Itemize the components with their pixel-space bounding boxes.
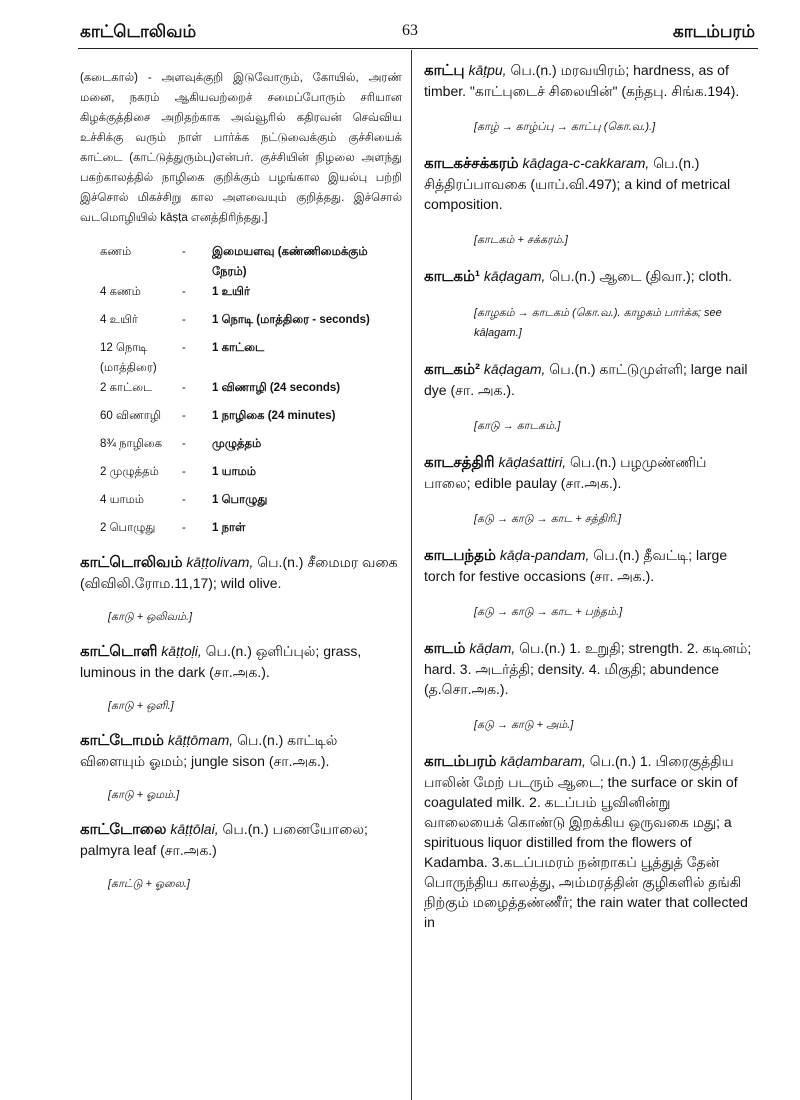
headword: காட்டோமம் [80,732,164,749]
entry-kadagam-2 [424,359,754,436]
etymology: [காட்டு + ஓலை.] [108,878,190,890]
page-header [0,22,800,48]
headword: காடகச்சக்கரம் [424,155,519,172]
headword: காடகம்¹ [424,268,481,285]
entry-kadam [424,638,754,735]
header-right-guideword: காடம்பரம் [672,22,755,41]
unit-dash: - [182,466,186,478]
entry-kattomam [80,730,402,805]
time-unit-row [100,282,402,310]
page-number: 63 [402,22,418,39]
transliteration: kāṭpu, [468,62,507,78]
unit-dash: - [182,494,186,506]
left-column [80,60,402,908]
etymology: [காடு + ஓமம்.] [108,789,180,801]
headword: காட்டொளி [80,643,158,660]
definition: பெ.(n.) 1. உறுதி; strength. 2. கடினம்; hard. 3. அடர்த்தி; density. 4. மிகுதி; abundence (த.சொ.அக.). [424,640,752,697]
entry-kattolai [80,819,402,894]
time-unit-row [100,518,402,546]
headword: காட்டோலை [80,821,167,838]
etymology: [காடகம் + சக்கரம்.] [474,234,568,246]
unit-dash: - [182,438,186,450]
intro-paragraph: (கடைகால்) - அளவுக்குறி இடுவோரும், கோயில், அரண் மனை, நகரம் ஆகியவற்றைச் சமைப்போரும் சரியான கிழக்குத்திசை அறிதற்காக அவ்வூரில் கதிரவன் செவ்விய உச்சிக்கு வரும் நாள் பார்க்க நட்டுவைக்கும் குச்சியைக் காட்டை (காட்டுத்துரும்பு)என்பர். குச்சியின் நிழலை அளந்து பகற்காலத்தில் நாழிகை குறிக்கும் பழங்கால இயல்பு பற்றி இச்சொல் மிகச்சிறு கால அளவையும் குறித்தது. இச்சொல் வடமொழியில் kāṣṭa எனத்திரிந்தது.] [80,72,402,224]
transliteration: kāṭṭoḷi, [161,643,202,659]
definition: பெ.(n.) ஆடை (திவா.); cloth. [549,268,733,284]
entry-kadasattiri [424,452,754,529]
time-unit-row [100,462,402,490]
time-unit-row [100,378,402,406]
transliteration: kāḍam, [469,640,516,656]
entry-katpu [424,60,754,137]
unit-quantity: 8¾ நாழிகை [100,438,163,450]
unit-equivalent: 1 உயிர் [212,286,250,298]
etymology: [கடு → காடு → காட + பந்தம்.] [474,606,623,618]
unit-equivalent: 1 காட்டை [212,342,265,354]
entry-kadambaram [424,751,754,932]
unit-equivalent: 1 யாமம் [212,466,256,478]
headword: காடசத்திரி [424,454,495,471]
etymology: [கடு → காடு → காட + சத்திரி.] [474,513,622,525]
unit-dash: - [182,410,186,422]
unit-equivalent: 1 பொழுது [212,494,268,506]
unit-quantity: 12 நொடி (மாத்திரை) [100,342,157,374]
column-divider [411,50,412,1100]
header-rule [78,48,758,49]
transliteration: kāḍaga-c-cakkaram, [522,155,650,171]
right-column [424,60,754,942]
time-unit-row [100,242,402,282]
definition: பெ.(n.) காட்டில் விளையும் ஓமம்; jungle sison (சா.அக.). [80,732,338,769]
unit-dash: - [182,314,186,326]
transliteration: kāṭṭolivam, [186,554,254,570]
transliteration: kāṭṭōlai, [170,821,219,837]
unit-equivalent: 1 விணாழி (24 seconds) [212,382,341,394]
definition: பெ.(n.) தீவட்டி; large torch for festive occasions (சா. அக.). [424,547,728,584]
header-left-guideword: காட்டொலிவம் [80,22,197,41]
unit-equivalent: 1 நாள் [212,522,246,534]
entry-kattoli [80,641,402,716]
unit-quantity: 2 காட்டை [100,382,153,394]
transliteration: kāḍaśattiri, [498,454,567,470]
definition: பெ.(n.) சித்திரப்பாவகை (யாப்.வி.497); a kind of metrical composition. [424,155,731,212]
time-units-table [100,242,402,546]
unit-dash: - [182,342,186,354]
headword: காடகம்² [424,361,481,378]
headword: காட்டொலிவம் [80,554,183,571]
unit-dash: - [182,246,186,258]
definition: பெ.(n.) பழமுண்ணிப் பாலை; edible paulay (சா.அக.). [424,454,707,491]
definition: பெ.(n.) பனையோலை; palmyra leaf (சா.அக.) [80,821,368,858]
etymology: [காடு → காடகம்.] [474,420,561,432]
unit-dash: - [182,286,186,298]
unit-dash: - [182,522,186,534]
etymology: [காழகம் → காடகம் (கொ.வ.). காழகம் பார்க்க; see kāḷagam.] [474,307,722,339]
entry-kadagam-1 [424,266,754,343]
transliteration: kāḍambaram, [500,753,586,769]
headword: காட்பு [424,62,465,79]
unit-quantity: 4 யாமம் [100,494,144,506]
entry-kattolivam [80,552,402,627]
unit-quantity: கணம் [100,246,132,258]
transliteration: kāḍa-pandam, [499,547,590,563]
unit-quantity: 2 பொழுது [100,522,156,534]
unit-quantity: 2 முழுத்தம் [100,466,159,478]
unit-quantity: 4 கணம் [100,286,141,298]
definition: பெ.(n.) காட்டுமுள்ளி; large nail dye (சா. அக.). [424,361,748,398]
unit-quantity: 4 உயிர் [100,314,138,326]
definition: பெ.(n.) மரவயிரம்; hardness, as of timber. "காட்புடைச் சிலையின்" (கந்தபு. சிங்க.194). [424,62,740,99]
unit-equivalent: இமையளவு (கண்ணிமைக்கும் நேரம்) [212,246,368,278]
unit-equivalent: முழுத்தம் [212,438,262,450]
etymology: [காடு + ஒலிவம்.] [108,611,193,623]
definition: பெ.(n.) 1. பிரைகுத்திய பாலின் மேற் படரும் ஆடை; the surface or skin of coagulated milk. 2. கடப்பம் பூவினின்று வாலையைக் கொண்டு இறக்கிய ஒருவகை மது; a spirituous liquor distilled from the flowers of Kadamba. 3.கடப்பமரம் நன்றாகப் பூத்துத் தேன் பொருந்திய காலத்து, அம்மரத்தின் குழிகளில் தங்கி நிற்கும் மழைத்தண்ணீர்; the rain water that collected in [424,753,748,930]
transliteration: kāṭṭōmam, [167,732,234,748]
headword: காடம்பரம் [424,753,497,770]
etymology: [காழ் → காழ்ப்பு → காட்பு (கொ.வ.).] [474,121,656,133]
unit-equivalent: 1 நொடி (மாத்திரை - seconds) [212,314,370,326]
transliteration: kāḍagam, [483,361,546,377]
etymology: [காடு + ஒளி.] [108,700,174,712]
unit-equivalent: 1 நாழிகை (24 minutes) [212,410,336,422]
unit-quantity: 60 விணாழி [100,410,162,422]
etymology: [கடு → காடு + அம்.] [474,719,574,731]
time-unit-row [100,490,402,518]
time-unit-row [100,434,402,462]
headword: காடம் [424,640,466,657]
unit-dash: - [182,382,186,394]
definition: பெ.(n.) ஒளிப்புல்; grass, luminous in the dark (சா.அக.). [80,643,362,680]
time-unit-row [100,406,402,434]
headword: காடபந்தம் [424,547,496,564]
entry-kadapandam [424,545,754,622]
time-unit-row [100,310,402,338]
transliteration: kāḍagam, [483,268,546,284]
entry-kadagaccakkaram [424,153,754,250]
definition: பெ.(n.) சீமைமர வகை (விவிலி.ரோம.11,17); wild olive. [80,554,398,591]
time-unit-row [100,338,402,378]
